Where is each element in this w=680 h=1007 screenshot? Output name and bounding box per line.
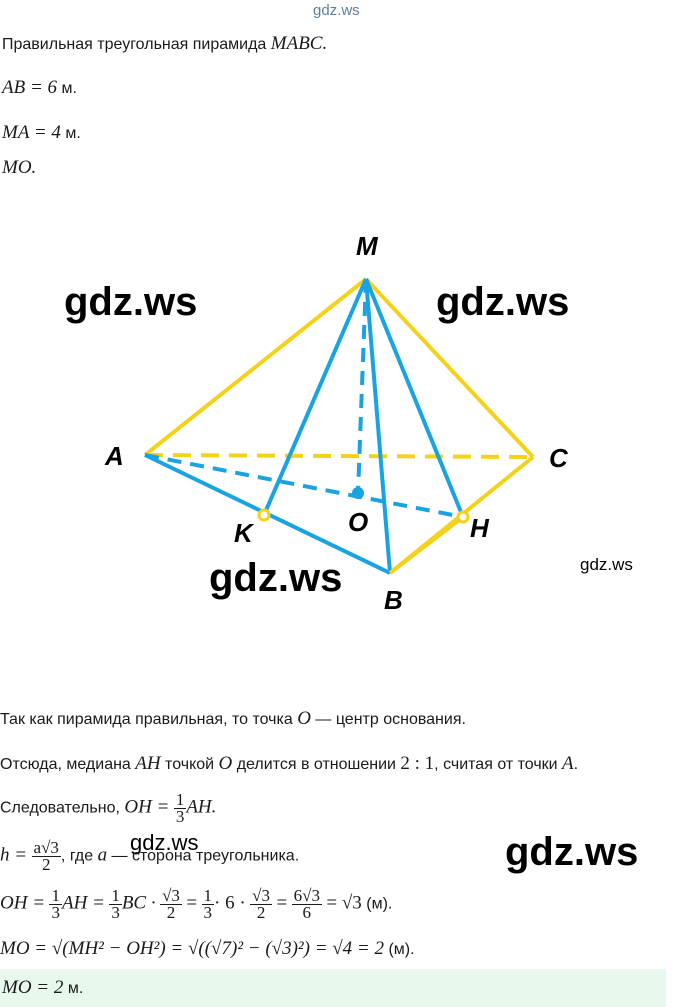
math: MO = √(MH² − OH²) = √((√7)² − (√3)²) = √4 = 2 bbox=[0, 938, 385, 959]
ma-math: MA = 4 bbox=[2, 122, 61, 143]
denominator: 3 bbox=[111, 903, 120, 922]
solution-line-6 bbox=[0, 938, 415, 960]
label-k: K bbox=[234, 518, 253, 548]
label-h: H bbox=[470, 513, 489, 543]
numerator: √3 bbox=[252, 886, 270, 905]
solution-line-4 bbox=[0, 840, 299, 873]
denominator: 3 bbox=[175, 807, 185, 826]
fraction bbox=[49, 888, 62, 921]
fraction bbox=[202, 888, 215, 921]
watermark-5: gdz.ws bbox=[130, 830, 199, 855]
fraction bbox=[160, 888, 182, 921]
point-k bbox=[259, 510, 269, 520]
height-mo-dashed bbox=[358, 279, 366, 493]
point-h bbox=[458, 512, 468, 522]
find-mo bbox=[2, 157, 36, 179]
math: a bbox=[97, 844, 108, 866]
math: A bbox=[562, 753, 574, 774]
math: OH = bbox=[0, 892, 46, 914]
answer-math: MO = 2 bbox=[2, 977, 64, 998]
math: O bbox=[297, 708, 311, 729]
edge-mb bbox=[366, 279, 390, 573]
text: Так как пирамида правильная, то точка bbox=[0, 711, 298, 728]
math: · 6 · bbox=[214, 892, 246, 914]
math: 2 : 1 bbox=[400, 753, 435, 774]
answer-unit: м. bbox=[63, 980, 84, 997]
problem-title bbox=[2, 33, 327, 55]
fraction bbox=[250, 888, 272, 921]
point-o bbox=[352, 487, 364, 499]
ma-unit: м. bbox=[60, 125, 81, 142]
label-c: C bbox=[549, 443, 568, 473]
text: , где bbox=[60, 847, 98, 865]
solution-line-1 bbox=[0, 708, 466, 730]
math: = √3 bbox=[326, 892, 362, 914]
watermark-1: gdz.ws bbox=[64, 280, 198, 324]
numerator: 1 bbox=[111, 886, 120, 905]
edge-ha-side bbox=[390, 517, 463, 573]
numerator: √3 bbox=[162, 886, 180, 905]
title-text: Правильная треугольная пирамида bbox=[2, 36, 271, 53]
text: Следовательно, bbox=[0, 799, 125, 817]
label-o: O bbox=[348, 507, 369, 537]
numerator: 1 bbox=[51, 886, 60, 905]
text: Отсюда, медиана bbox=[0, 756, 136, 773]
watermark-top: gdz.ws bbox=[313, 2, 360, 19]
given-ma bbox=[2, 122, 81, 144]
edge-ac-dashed bbox=[145, 455, 533, 457]
math: O bbox=[218, 753, 233, 774]
text: . bbox=[573, 756, 579, 773]
denominator: 2 bbox=[41, 855, 51, 874]
math: OH = bbox=[124, 796, 170, 818]
numerator: 1 bbox=[175, 790, 185, 809]
math: AH bbox=[135, 753, 161, 774]
unit: (м). bbox=[384, 941, 415, 958]
denominator: 2 bbox=[256, 903, 266, 922]
solution-line-5 bbox=[0, 888, 392, 921]
denominator: 3 bbox=[51, 903, 60, 922]
answer-line bbox=[2, 977, 83, 999]
fraction bbox=[174, 792, 187, 825]
math: BC · bbox=[121, 892, 156, 914]
solution-line-3 bbox=[0, 792, 216, 825]
edge-mk bbox=[264, 279, 366, 515]
label-m: M bbox=[356, 231, 378, 261]
text: — сторона треугольника. bbox=[107, 847, 300, 865]
text: делится в отношении bbox=[232, 756, 401, 773]
math: h = bbox=[0, 844, 28, 866]
math: AH. bbox=[186, 796, 217, 818]
math: = bbox=[186, 892, 198, 914]
denominator: 6 bbox=[302, 903, 312, 922]
answer-box bbox=[0, 969, 666, 1007]
fraction bbox=[292, 888, 322, 921]
ab-math: AB = 6 bbox=[2, 77, 58, 98]
solution-line-2 bbox=[0, 753, 578, 775]
fraction bbox=[109, 888, 122, 921]
text: — центр основания. bbox=[310, 711, 466, 728]
label-a: A bbox=[105, 441, 124, 471]
unit: (м). bbox=[361, 895, 393, 913]
median-ah-dashed bbox=[145, 455, 463, 517]
numerator: 1 bbox=[203, 886, 213, 905]
ab-unit: м. bbox=[57, 80, 77, 97]
watermark-4: gdz.ws bbox=[580, 555, 633, 574]
denominator: 3 bbox=[203, 903, 213, 922]
label-b: B bbox=[384, 585, 403, 615]
fraction bbox=[32, 840, 61, 873]
find-math: MO. bbox=[2, 157, 37, 178]
watermark-3: gdz.ws bbox=[209, 556, 343, 600]
title-math: MABC. bbox=[270, 33, 328, 54]
math: AH = bbox=[61, 892, 105, 914]
numerator: 6√3 bbox=[293, 886, 320, 905]
watermark-6: gdz.ws bbox=[505, 830, 639, 874]
watermark-2: gdz.ws bbox=[436, 280, 570, 324]
math: = bbox=[276, 892, 288, 914]
text: точкой bbox=[160, 756, 219, 773]
numerator: a√3 bbox=[33, 838, 59, 857]
given-ab bbox=[2, 77, 77, 99]
text: , считая от точки bbox=[434, 756, 563, 773]
denominator: 2 bbox=[166, 903, 176, 922]
